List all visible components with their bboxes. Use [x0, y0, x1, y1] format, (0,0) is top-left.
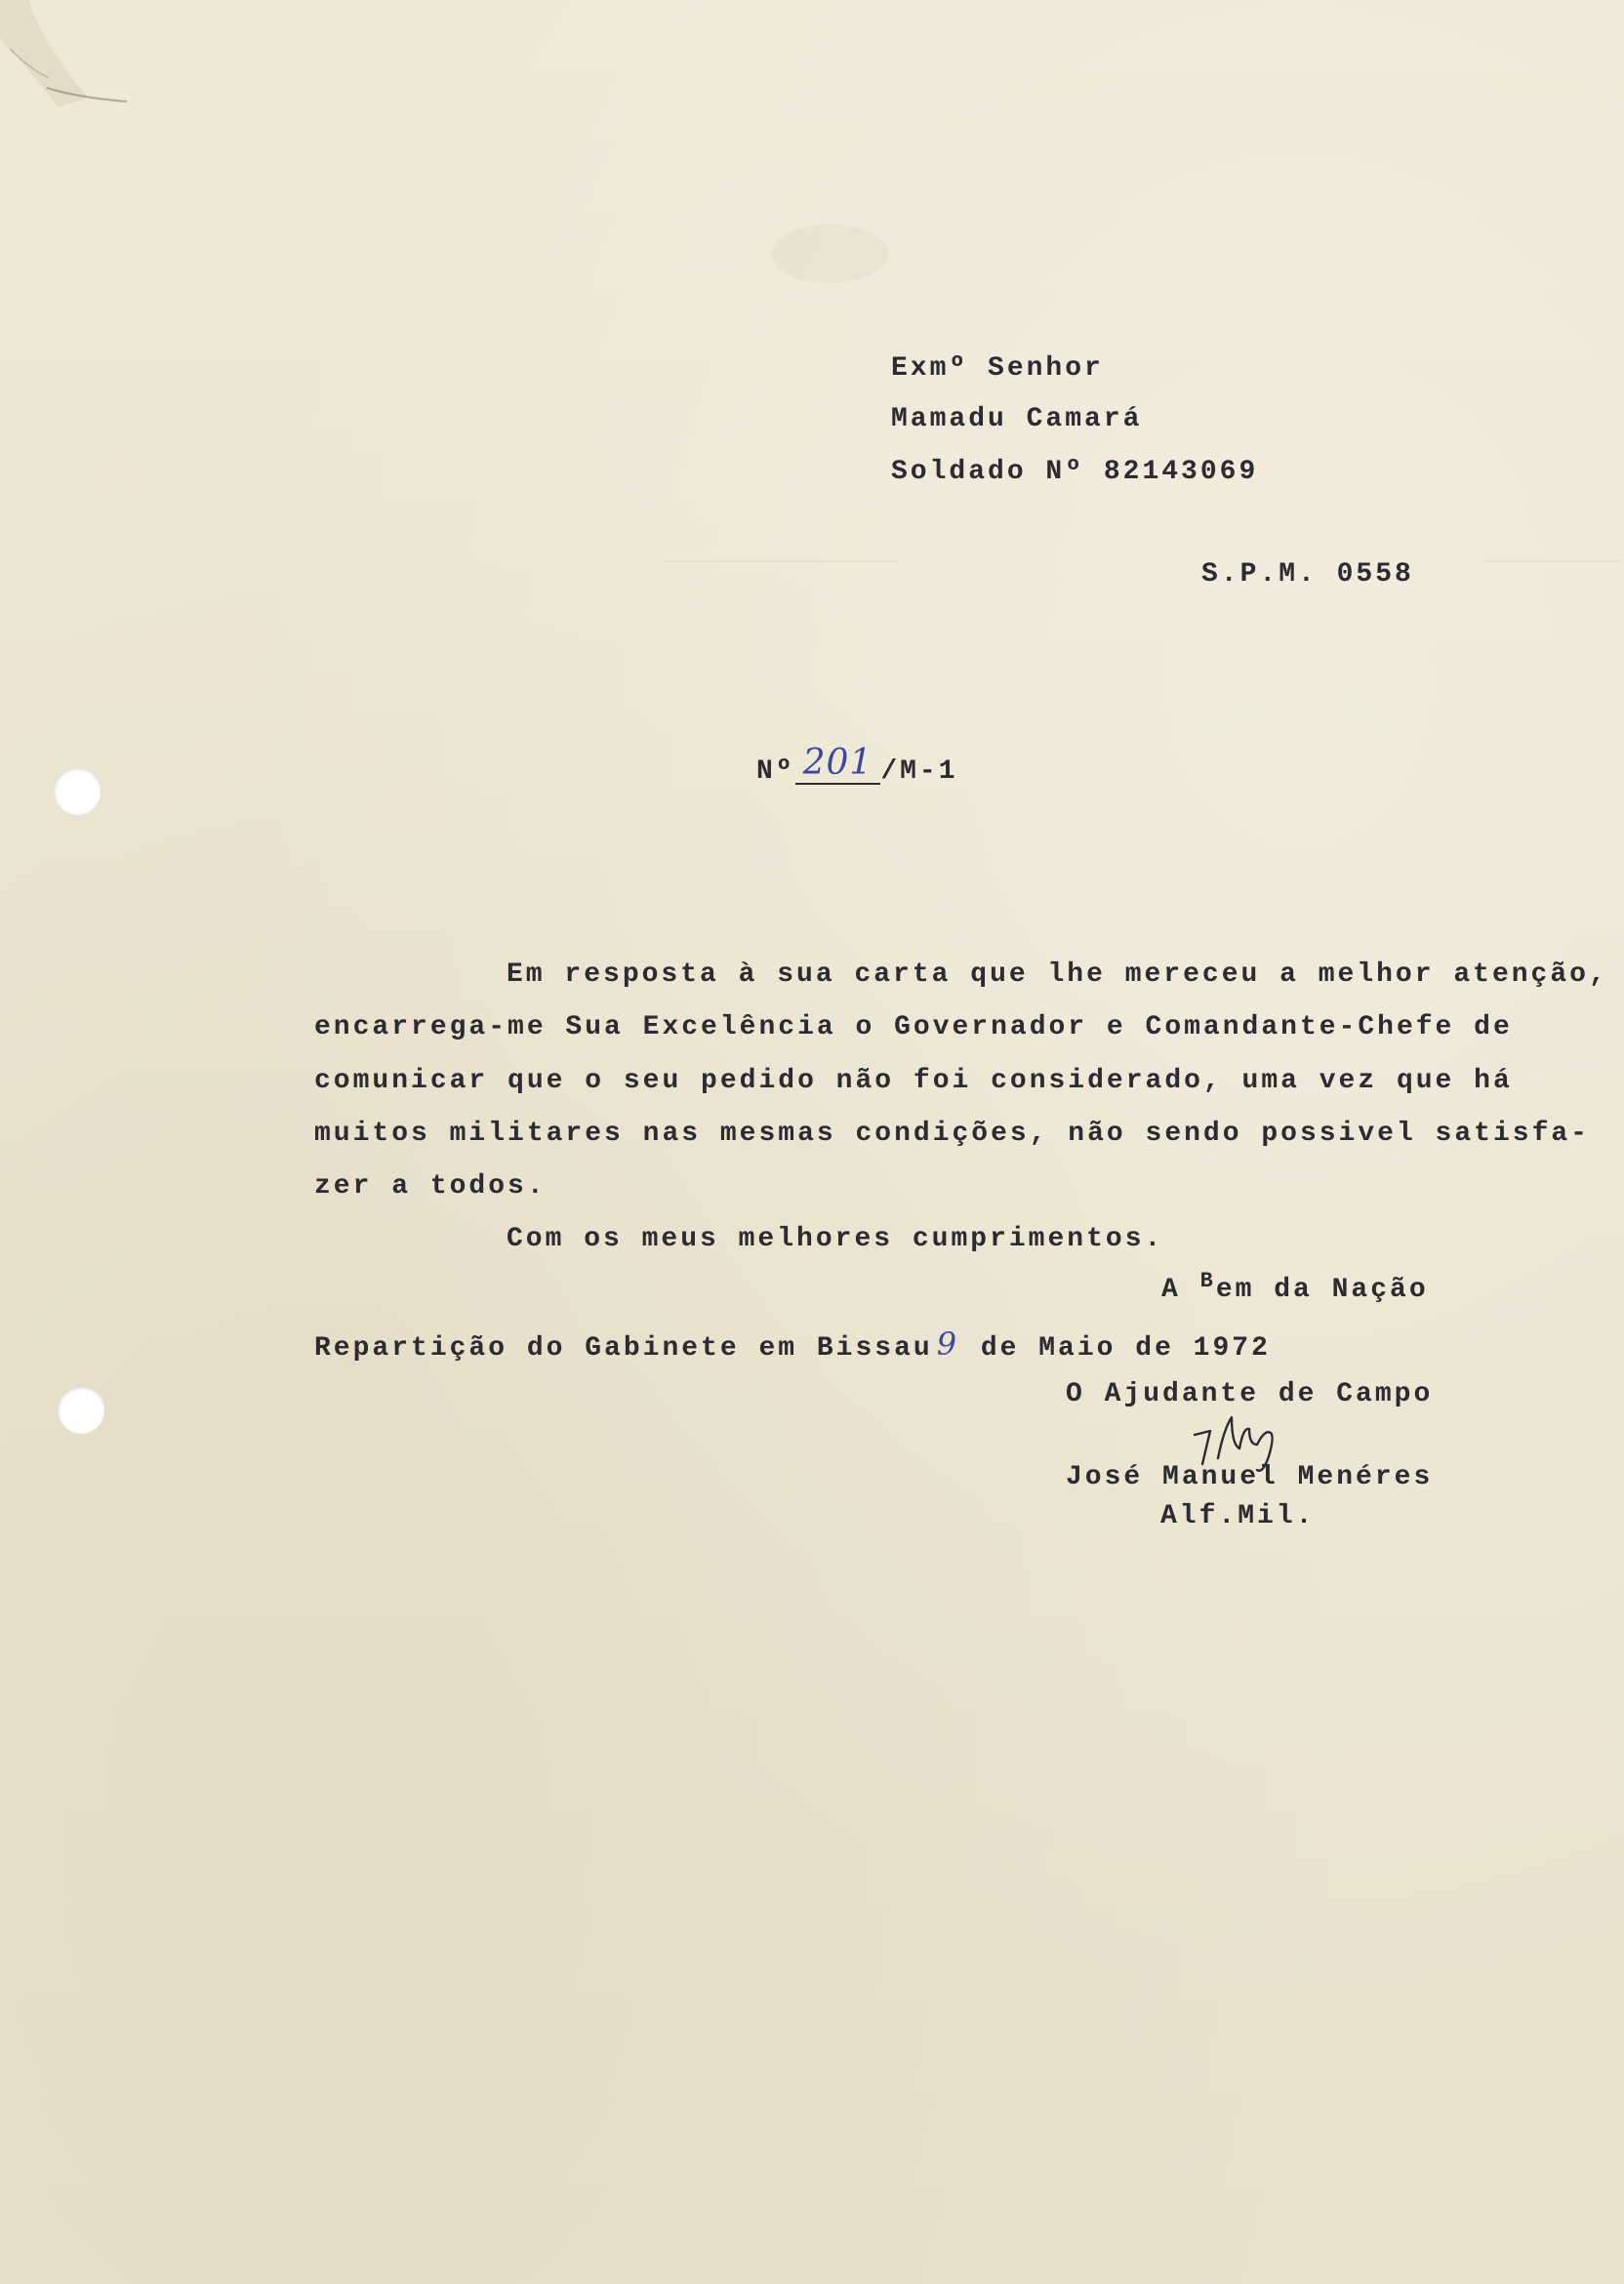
punch-hole-bottom [58, 1387, 104, 1434]
handwritten-day: 9 [936, 1326, 958, 1363]
signatory-role: O Ajudante de Campo [1066, 1379, 1434, 1409]
motto-rest: em da Nação [1215, 1275, 1429, 1305]
body-line: zer a todos. [314, 1171, 547, 1202]
addressee-rank-prefix: Soldado Nº [891, 457, 1104, 487]
body-line: comunicar que o seu pedido não foi considerado, uma vez que há [314, 1066, 1513, 1096]
motto-prefix: A [1161, 1275, 1200, 1305]
soldier-number: 82143069 [1103, 457, 1259, 487]
signatory-name: José Manuel Menéres [1066, 1462, 1434, 1492]
punch-hole-top [54, 768, 101, 815]
addressee-name: Mamadu Camará [891, 404, 1143, 434]
reference-handwritten-number: 201 [795, 746, 881, 785]
place-date [314, 1328, 1271, 1363]
reference-prefix: Nº [756, 756, 795, 787]
date-text: de Maio de 1972 [961, 1333, 1271, 1364]
body-line: muitos militares nas mesmas condições, não sendo possivel satisfa- [314, 1119, 1590, 1149]
folded-corner-mark [0, 0, 156, 137]
paper-mark [664, 560, 898, 562]
place-text: Repartição do Gabinete em Bissau [314, 1333, 933, 1364]
motto [1161, 1269, 1429, 1305]
paper-mark [1483, 560, 1620, 562]
body-line: encarrega-me Sua Excelência o Governador e Comandante-Chefe de [314, 1012, 1513, 1042]
addressee-rank-line [891, 459, 1258, 486]
addressee-title: Exmº Senhor [891, 353, 1104, 384]
closing-line: Com os meus melhores cumprimentos. [507, 1224, 1164, 1254]
spm-code: S.P.M. 0558 [1201, 559, 1414, 590]
reference-suffix: /M-1 [880, 756, 958, 787]
reference-number [756, 743, 958, 789]
paper-stain [771, 224, 888, 283]
signatory-rank: Alf.Mil. [1160, 1501, 1316, 1531]
motto-superscript-letter: B [1199, 1269, 1216, 1293]
body-line: Em resposta à sua carta que lhe mereceu a melhor atenção, [507, 959, 1608, 990]
